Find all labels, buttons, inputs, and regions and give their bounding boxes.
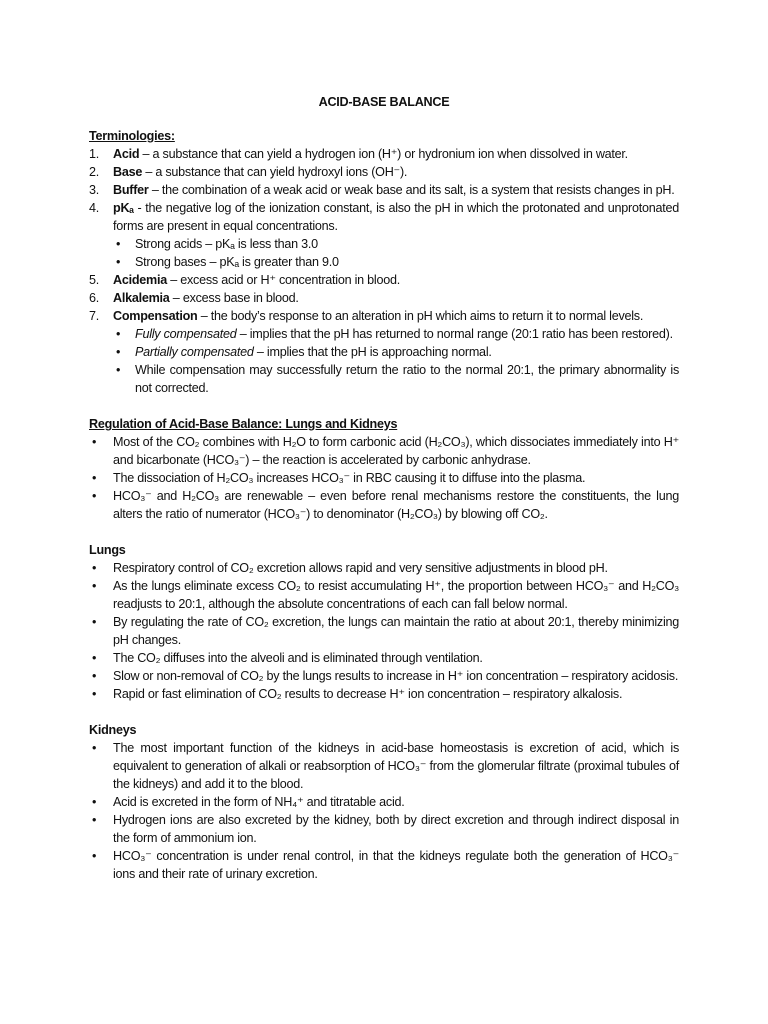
bullet-text: Respiratory control of CO₂ excretion allows rapid and very sensitive adjustments in blood pH. xyxy=(113,561,608,575)
term-text xyxy=(113,289,679,307)
bullet-text xyxy=(135,325,679,343)
term-text xyxy=(113,199,679,235)
term-definition: – a substance that can yield a hydrogen ion (H⁺) or hydronium ion when dissolved in water. xyxy=(139,147,628,161)
term-item xyxy=(89,199,679,235)
list-number: 2. xyxy=(89,165,100,179)
bullet-item xyxy=(89,649,679,667)
term-item xyxy=(89,307,679,325)
term-text xyxy=(113,163,679,181)
bullet-icon: • xyxy=(92,669,97,683)
bullet-text: The dissociation of H₂CO₃ increases HCO₃⁻ in RBC causing it to diffuse into the plasma. xyxy=(113,471,586,485)
emphasis-term: Fully compensated xyxy=(135,327,237,341)
bullet-text: HCO₃⁻ and H₂CO₃ are renewable – even before renal mechanisms restore the constituents, the lung alters the ratio of numerator (HCO₃⁻) to denominator (H₂CO₃) by blowing off CO₂. xyxy=(113,489,679,521)
term-definition: – the combination of a weak acid or weak base and its salt, is a system that resists changes in pH. xyxy=(148,183,675,197)
bullet-icon: • xyxy=(92,741,97,755)
term-item xyxy=(89,271,679,289)
term-definition: – excess base in blood. xyxy=(169,291,299,305)
bullet-item xyxy=(89,559,679,577)
bullet-icon: • xyxy=(92,435,97,449)
term-item xyxy=(89,181,679,199)
list-number: 3. xyxy=(89,183,100,197)
bullet-icon: • xyxy=(92,849,97,863)
bullet-text: By regulating the rate of CO₂ excretion, the lungs can maintain the ratio at about 20:1, thereby minimizing pH changes. xyxy=(113,615,679,647)
term-definition: – the body’s response to an alteration in pH which aims to return it to normal levels. xyxy=(197,309,644,323)
term-item xyxy=(89,145,679,163)
bullet-icon: • xyxy=(92,615,97,629)
list-number: 5. xyxy=(89,273,100,287)
emphasis-term: Partially compensated xyxy=(135,345,254,359)
bullet-icon: • xyxy=(116,363,121,377)
section-spacer xyxy=(89,523,679,541)
section-spacer xyxy=(89,397,679,415)
bullet-icon: • xyxy=(92,579,97,593)
term-name: pKₐ xyxy=(113,201,134,215)
term-text xyxy=(113,145,679,163)
section-heading-terminologies: Terminologies: xyxy=(89,129,175,143)
bullet-text: Hydrogen ions are also excreted by the kidney, both by direct excretion and through indirect disposal in the form of ammonium ion. xyxy=(113,813,679,845)
bullet-item xyxy=(89,793,679,811)
term-text xyxy=(113,307,679,325)
bullet-text xyxy=(135,343,679,361)
bullet-item xyxy=(89,739,679,793)
bullet-text: Strong bases – pKₐ is greater than 9.0 xyxy=(135,255,339,269)
bullet-text: As the lungs eliminate excess CO₂ to resist accumulating H⁺, the proportion between HCO₃⁻ and H₂CO₃ readjusts to 20:1, although the absolute concentrations of each can fall below normal. xyxy=(113,579,679,611)
section-heading-kidneys: Kidneys xyxy=(89,723,137,737)
bullet-icon: • xyxy=(92,471,97,485)
bullet-text: HCO₃⁻ concentration is under renal control, in that the kidneys regulate both the generation of HCO₃⁻ ions and their rate of urinary excretion. xyxy=(113,849,679,881)
term-definition: – excess acid or H⁺ concentration in blood. xyxy=(167,273,400,287)
list-number: 1. xyxy=(89,147,100,161)
bullet-icon: • xyxy=(92,489,97,503)
document-body xyxy=(89,127,679,883)
list-number: 7. xyxy=(89,309,100,323)
bullet-icon: • xyxy=(92,651,97,665)
bullet-definition: – implies that the pH has returned to normal range (20:1 ratio has been restored). xyxy=(236,327,673,341)
bullet-text: Acid is excreted in the form of NH₄⁺ and titratable acid. xyxy=(113,795,405,809)
bullet-item xyxy=(89,433,679,469)
bullet-item xyxy=(89,685,679,703)
bullet-text: Strong acids – pKₐ is less than 3.0 xyxy=(135,237,318,251)
term-text xyxy=(113,271,679,289)
bullet-icon: • xyxy=(116,237,121,251)
sub-bullet-item xyxy=(89,325,679,343)
bullet-text: Rapid or fast elimination of CO₂ results to decrease H⁺ ion concentration – respiratory alkalosis. xyxy=(113,687,623,701)
list-number: 4. xyxy=(89,201,100,215)
bullet-icon: • xyxy=(92,795,97,809)
term-name: Compensation xyxy=(113,309,198,323)
sub-bullet-item xyxy=(89,343,679,361)
bullet-item xyxy=(89,469,679,487)
bullet-item xyxy=(89,577,679,613)
term-name: Buffer xyxy=(113,183,149,197)
bullet-icon: • xyxy=(92,687,97,701)
term-name: Acidemia xyxy=(113,273,167,287)
bullet-text: Slow or non-removal of CO₂ by the lungs results to increase in H⁺ ion concentration – respiratory acidosis. xyxy=(113,669,679,683)
term-name: Base xyxy=(113,165,143,179)
bullet-text: While compensation may successfully return the ratio to the normal 20:1, the primary abnormality is not corrected. xyxy=(135,363,679,395)
bullet-icon: • xyxy=(116,255,121,269)
bullet-text: The most important function of the kidneys in acid-base homeostasis is excretion of acid, which is equivalent to generation of alkali or reabsorption of HCO₃⁻ from the glomerular filtrate (proximal tubules of the kidneys) and add it to the blood. xyxy=(113,741,679,791)
section-spacer xyxy=(89,703,679,721)
bullet-item xyxy=(89,811,679,847)
term-name: Alkalemia xyxy=(113,291,170,305)
section-heading-regulation: Regulation of Acid-Base Balance: Lungs and Kidneys xyxy=(89,417,398,431)
sub-bullet-item xyxy=(89,361,679,397)
section-heading-lungs: Lungs xyxy=(89,543,126,557)
term-name: Acid xyxy=(113,147,140,161)
bullet-item xyxy=(89,847,679,883)
sub-bullet-item xyxy=(89,253,679,271)
sub-bullet-item xyxy=(89,235,679,253)
term-definition: - the negative log of the ionization constant, is also the pH in which the protonated and unprotonated forms are present in equal concentrations. xyxy=(113,201,679,233)
bullet-text: The CO₂ diffuses into the alveoli and is eliminated through ventilation. xyxy=(113,651,483,665)
bullet-icon: • xyxy=(116,345,121,359)
term-text xyxy=(113,181,679,199)
bullet-text: Most of the CO₂ combines with H₂O to form carbonic acid (H₂CO₃), which dissociates immediately into H⁺ and bicarbonate (HCO₃⁻) – the reaction is accelerated by carbonic anhydrase. xyxy=(113,435,679,467)
bullet-item xyxy=(89,487,679,523)
term-item xyxy=(89,289,679,307)
page-title: ACID-BASE BALANCE xyxy=(318,95,450,109)
term-definition: – a substance that can yield hydroxyl ions (OH⁻). xyxy=(142,165,408,179)
bullet-icon: • xyxy=(92,561,97,575)
term-item xyxy=(89,163,679,181)
bullet-item xyxy=(89,667,679,685)
bullet-definition: – implies that the pH is approaching normal. xyxy=(253,345,492,359)
bullet-icon: • xyxy=(92,813,97,827)
list-number: 6. xyxy=(89,291,100,305)
bullet-icon: • xyxy=(116,327,121,341)
bullet-item xyxy=(89,613,679,649)
